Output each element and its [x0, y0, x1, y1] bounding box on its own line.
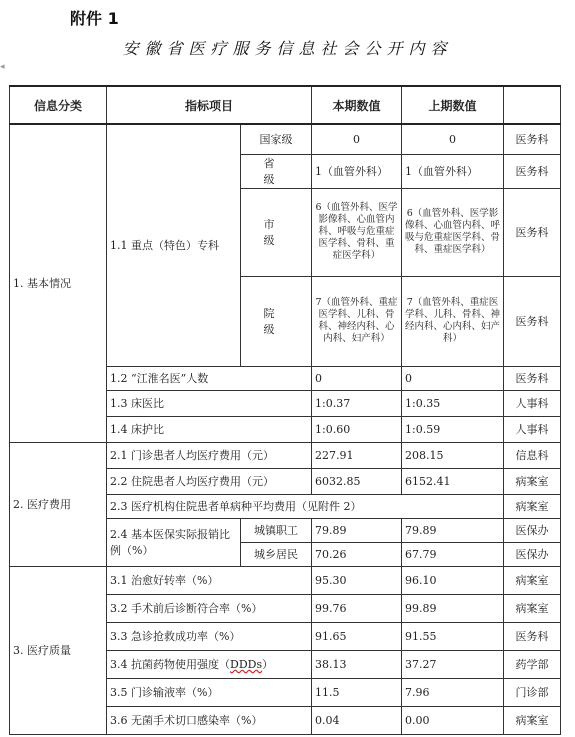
current-value: 1（血管外科）: [312, 154, 402, 188]
dept-cell: 人事科: [504, 416, 561, 442]
item-label: 2.2 住院患者人均医疗费用（元）: [107, 468, 312, 494]
header-previous: 上期数值: [402, 86, 504, 124]
previous-value: 0: [402, 366, 504, 390]
dept-cell: 医务科: [504, 366, 561, 390]
previous-value: 6（血管外科、医学影像科、心血管内科、呼吸与危重症医学科、骨科、重症医学科）: [402, 188, 504, 276]
item-label: 3.6 无菌手术切口感染率（%）: [107, 706, 312, 734]
table-row: [10, 566, 561, 594]
dept-cell: 医务科: [504, 154, 561, 188]
dept-cell: 医保办: [504, 542, 561, 566]
header-current: 本期数值: [312, 86, 402, 124]
item-label: 1.3 床医比: [107, 390, 312, 416]
disclosure-table: [9, 85, 561, 735]
dept-cell: 医务科: [504, 276, 561, 366]
item-label: [107, 650, 312, 678]
attachment-label: 附件 1: [70, 9, 119, 28]
edge-marker-icon: ◂: [0, 62, 5, 72]
table-row: [10, 124, 561, 154]
dept-cell: 病案室: [504, 468, 561, 494]
item-label: 3.2 手术前后诊断符合率（%）: [107, 594, 312, 622]
category-cost: 2. 医疗费用: [10, 442, 107, 566]
current-value: 38.13: [312, 650, 402, 678]
dept-cell: 人事科: [504, 390, 561, 416]
item-label: 1.4 床护比: [107, 416, 312, 442]
current-value: 0.04: [312, 706, 402, 734]
header-category: 信息分类: [10, 86, 107, 124]
table-header-row: [10, 86, 561, 124]
item-prefix: 3.4 抗菌药物使用强度（: [110, 658, 230, 671]
insurance-item: 2.4 基本医保实际报销比例（%）: [107, 518, 241, 566]
item-label: 1.2 “江淮名医”人数: [107, 366, 312, 390]
previous-value: 99.89: [402, 594, 504, 622]
current-value: 1:0.60: [312, 416, 402, 442]
previous-value: 1:0.35: [402, 390, 504, 416]
dept-cell: 医务科: [504, 622, 561, 650]
current-value: 70.26: [312, 542, 402, 566]
dept-cell: 药学部: [504, 650, 561, 678]
previous-value: 91.55: [402, 622, 504, 650]
dept-cell: 病案室: [504, 566, 561, 594]
document-title: 安徽省医疗服务信息社会公开内容: [122, 39, 453, 58]
level-label: 国家级: [241, 124, 312, 154]
level-label: 市 级: [241, 188, 312, 276]
previous-value: 7.96: [402, 678, 504, 706]
current-value: 6032.85: [312, 468, 402, 494]
dept-cell: 病案室: [504, 494, 561, 518]
current-value: 1:0.37: [312, 390, 402, 416]
previous-value: 37.27: [402, 650, 504, 678]
current-value: 227.91: [312, 442, 402, 468]
dept-cell: 病案室: [504, 706, 561, 734]
current-value: 0: [312, 366, 402, 390]
previous-value: 1:0.59: [402, 416, 504, 442]
item-label: 3.3 急诊抢救成功率（%）: [107, 622, 312, 650]
previous-value: 6152.41: [402, 468, 504, 494]
dept-cell: 病案室: [504, 594, 561, 622]
previous-value: 7（血管外科、重症医学科、儿科、骨科、神经内科、心内科、妇产科）: [402, 276, 504, 366]
dept-cell: 医务科: [504, 188, 561, 276]
previous-value: 67.79: [402, 542, 504, 566]
current-value: 6（血管外科、医学影像科、心血管内科、呼吸与危重症医学科、骨科、重症医学科）: [312, 188, 402, 276]
table-row: [10, 442, 561, 468]
dept-cell: 医务科: [504, 124, 561, 154]
level-label: 院 级: [241, 276, 312, 366]
item-label: 3.1 治愈好转率（%）: [107, 566, 312, 594]
dept-cell: 信息科: [504, 442, 561, 468]
sub-label: 城乡居民: [241, 542, 312, 566]
dept-cell: 医保办: [504, 518, 561, 542]
current-value: 0: [312, 124, 402, 154]
current-value: 7（血管外科、重症医学科、儿科、骨科、神经内科、心内科、妇产科）: [312, 276, 402, 366]
level-label: 省 级: [241, 154, 312, 188]
current-value: 79.89: [312, 518, 402, 542]
current-value: 91.65: [312, 622, 402, 650]
item-label: 3.5 门诊输液率（%）: [107, 678, 312, 706]
item-unit: DDDs: [230, 658, 263, 671]
previous-value: 79.89: [402, 518, 504, 542]
sub-label: 城镇职工: [241, 518, 312, 542]
previous-value: 1（血管外科）: [402, 154, 504, 188]
header-indicator: 指标项目: [107, 86, 312, 124]
dept-cell: 门诊部: [504, 678, 561, 706]
previous-value: 208.15: [402, 442, 504, 468]
specialty-item: 1.1 重点（特色）专科: [107, 124, 241, 366]
previous-value: 96.10: [402, 566, 504, 594]
previous-value: 0.00: [402, 706, 504, 734]
previous-value: 0: [402, 124, 504, 154]
current-value: 11.5: [312, 678, 402, 706]
item-suffix: ）: [262, 658, 274, 671]
current-value: 99.76: [312, 594, 402, 622]
item-label: 2.3 医疗机构住院患者单病种平均费用（见附件 2）: [107, 494, 504, 518]
header-dept: [504, 86, 561, 124]
item-label: 2.1 门诊患者人均医疗费用（元）: [107, 442, 312, 468]
category-basic: 1. 基本情况: [10, 124, 107, 442]
current-value: 95.30: [312, 566, 402, 594]
category-quality: 3. 医疗质量: [10, 566, 107, 734]
